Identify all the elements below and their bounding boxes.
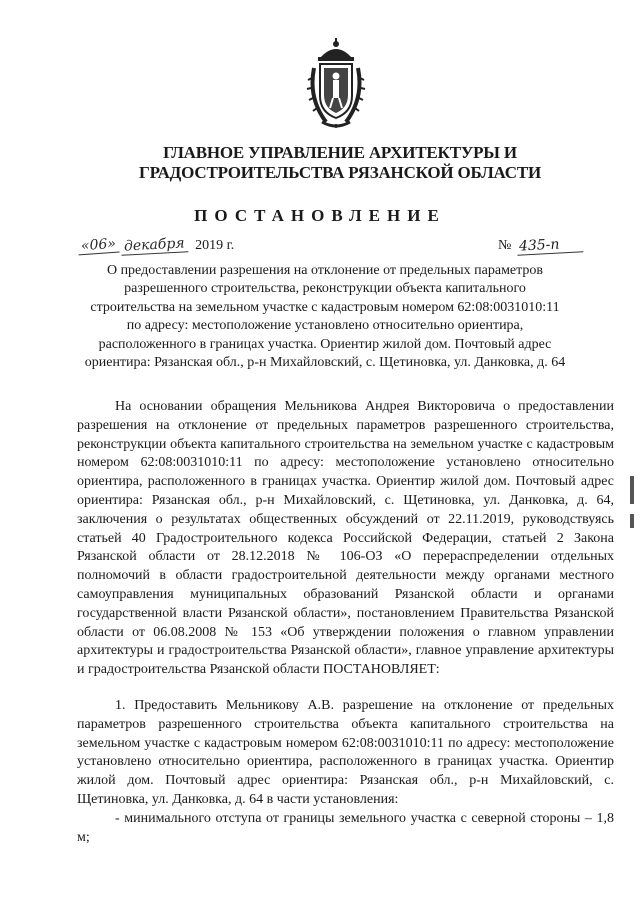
number-handwritten: 435-п xyxy=(517,235,584,255)
date-month-handwritten: декабря xyxy=(121,235,188,255)
document-type-title: ПОСТАНОВЛЕНИЕ xyxy=(194,206,446,225)
preamble-paragraph: На основании обращения Мельникова Андрея Викторовича о предоставлении разрешения на отклонение от предельных параметров разрешенного строительства, реконструкции объекта капитального строительства на земельном участке с кадастровым номером 62:08:0031010:11 по адресу: местоположение установлено относительно ориентира, расположенного в границах участка. Ориентир жилой дом. Почтовый адрес ориентира: Рязанская обл., р-н Михайловский, с. Щетиновка, ул. Данковка, д. 64, заключения о результатах общественных обсуждений от 22.11.2019, руководствуясь статьей 40 Градостроительного кодекса Российской Федерации, статьей 2 Закона Рязанской области от 28.12.2018 № 106-ОЗ «О перераспределении отдельных полномочий в области градостроительной деятельности между органами местного самоуправления муниципальных образований Рязанской области и органами государственной власти Рязанской области», постановлением Правительства Рязанской области от 06.08.2008 № 153 «Об утверждении положения о главном управлении архитектуры и градостроительства Рязанской области», главное управление архитектуры и градостроительства Рязанской области ПОСТАНОВЛЯЕТ: xyxy=(77,399,614,678)
item-1-dash-paragraph: - минимального отступа от границы земельного участка с северной стороны – 1,8 м; xyxy=(77,810,614,845)
document-date xyxy=(78,237,234,254)
document-subject: О предоставлении разрешения на отклонение от предельных параметров разрешенного строительства, реконструкции объекта капитального строительства на земельном участке с кадастровым номером 62:08:0031010:11 по адресу: местоположение установлено относительно ориентира, расположенного в границах участка. Ориентир жилой дом. Почтовый адрес ориентира: Рязанская обл., р-н Михайловский, с. Щетиновка, ул. Данковка, д. 64 xyxy=(84,263,566,371)
item-1-paragraph: 1. Предоставить Мельникову А.В. разрешение на отклонение от предельных параметров разрешенного строительства объекта капитального строительства на земельном участке с кадастровым номером 62:08:0031010:11 по адресу: местоположение установлено относительно ориентира, расположенного в границах участка. Ориентир жилой дом. Почтовый адрес ориентира: Рязанская обл., р-н Михайловский, с. Щетиновка, ул. Данковка, д. 64 в части установления: xyxy=(77,697,614,807)
organization-name: ГЛАВНОЕ УПРАВЛЕНИЕ АРХИТЕКТУРЫ И ГРАДОСТРОИТЕЛЬСТВА РЯЗАНСКОЙ ОБЛАСТИ xyxy=(138,143,542,182)
number-label: № xyxy=(498,238,512,253)
scan-edge-mark xyxy=(630,514,634,528)
document-body xyxy=(77,398,614,847)
scan-edge-mark xyxy=(630,476,634,504)
document-number xyxy=(498,237,583,254)
date-year: 2019 г. xyxy=(195,238,235,253)
date-day-handwritten: «06» xyxy=(77,236,119,256)
coat-of-arms-icon xyxy=(306,38,366,134)
